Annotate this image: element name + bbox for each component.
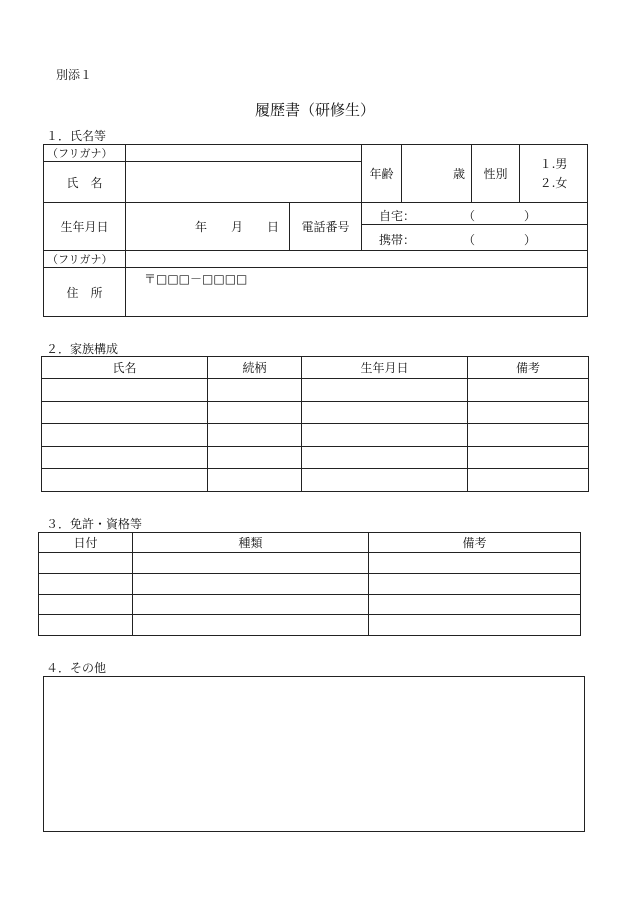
address-label: 住 所: [44, 268, 126, 317]
license-cell[interactable]: [369, 595, 581, 615]
family-cell[interactable]: [208, 402, 302, 424]
address-furigana-label: （フリガナ）: [44, 251, 126, 268]
home-phone-input[interactable]: [362, 203, 588, 225]
family-col-remarks: 備考: [468, 357, 589, 379]
address-furigana-input[interactable]: [126, 251, 588, 268]
family-cell[interactable]: [208, 469, 302, 492]
family-col-relation: 続柄: [208, 357, 302, 379]
home-paren-close: ）: [524, 208, 537, 223]
attachment-label: 別添１: [56, 68, 93, 82]
address-input[interactable]: [126, 268, 588, 317]
license-cell[interactable]: [369, 615, 581, 636]
table-row: [42, 379, 589, 402]
mobile-paren-close: ）: [524, 232, 537, 247]
age-unit: 歳: [452, 167, 465, 181]
section4-heading: ４．その他: [46, 661, 107, 675]
family-table: [41, 356, 589, 492]
table-row: [39, 574, 581, 595]
family-cell[interactable]: [468, 379, 589, 402]
family-cell[interactable]: [42, 424, 208, 447]
document-title: 履歴書（研修生）: [254, 101, 375, 119]
mobile-phone-label: 携帯：: [379, 232, 416, 247]
family-cell[interactable]: [468, 424, 589, 447]
section1-heading: １．氏名等: [46, 129, 107, 143]
family-cell[interactable]: [302, 469, 468, 492]
license-table: [38, 532, 581, 636]
table-row: [42, 402, 589, 424]
name-input[interactable]: [126, 162, 362, 203]
postal-code-template: 〒□□□－□□□□: [144, 272, 248, 286]
table-row: [42, 469, 589, 492]
sex-options[interactable]: [520, 145, 588, 203]
name-label: 氏 名: [44, 162, 126, 203]
family-cell[interactable]: [42, 469, 208, 492]
family-cell[interactable]: [208, 379, 302, 402]
furigana-input[interactable]: [126, 145, 362, 162]
table-row: [42, 424, 589, 447]
license-cell[interactable]: [133, 595, 369, 615]
family-cell[interactable]: [302, 379, 468, 402]
license-cell[interactable]: [39, 595, 133, 615]
license-cell[interactable]: [133, 574, 369, 595]
home-paren-open: （: [463, 208, 476, 223]
family-cell[interactable]: [302, 402, 468, 424]
sex-label: 性別: [472, 145, 520, 203]
table-row: [39, 553, 581, 574]
section3-heading: ３．免許・資格等: [46, 517, 143, 531]
family-cell[interactable]: [468, 402, 589, 424]
mobile-phone-input[interactable]: [362, 225, 588, 251]
other-notes-box[interactable]: [43, 676, 585, 832]
mobile-paren-open: （: [463, 232, 476, 247]
family-cell[interactable]: [302, 424, 468, 447]
family-cell[interactable]: [208, 424, 302, 447]
sex-option-male[interactable]: １.男: [539, 156, 568, 171]
license-cell[interactable]: [133, 553, 369, 574]
birthdate-input[interactable]: 年 月 日: [126, 203, 290, 251]
license-col-type: 種類: [133, 533, 369, 553]
license-cell[interactable]: [369, 574, 581, 595]
license-cell[interactable]: [39, 615, 133, 636]
birthdate-label: 生年月日: [44, 203, 126, 251]
age-input[interactable]: [402, 145, 472, 203]
family-cell[interactable]: [42, 379, 208, 402]
personal-info-table: [43, 144, 588, 317]
license-cell[interactable]: [39, 553, 133, 574]
table-row: [39, 595, 581, 615]
furigana-label: （フリガナ）: [44, 145, 126, 162]
section2-heading: ２．家族構成: [46, 342, 119, 356]
license-cell[interactable]: [39, 574, 133, 595]
family-cell[interactable]: [42, 402, 208, 424]
table-row: [42, 447, 589, 469]
family-col-name: 氏名: [42, 357, 208, 379]
sex-option-female[interactable]: ２.女: [539, 175, 568, 190]
license-col-remarks: 備考: [369, 533, 581, 553]
home-phone-label: 自宅：: [379, 208, 416, 223]
family-col-birthdate: 生年月日: [302, 357, 468, 379]
family-cell[interactable]: [468, 447, 589, 469]
age-label: 年齢: [362, 145, 402, 203]
family-cell[interactable]: [302, 447, 468, 469]
phone-label: 電話番号: [290, 203, 362, 251]
license-col-date: 日付: [39, 533, 133, 553]
family-cell[interactable]: [468, 469, 589, 492]
family-cell[interactable]: [208, 447, 302, 469]
license-cell[interactable]: [369, 553, 581, 574]
license-cell[interactable]: [133, 615, 369, 636]
table-row: [39, 615, 581, 636]
family-cell[interactable]: [42, 447, 208, 469]
